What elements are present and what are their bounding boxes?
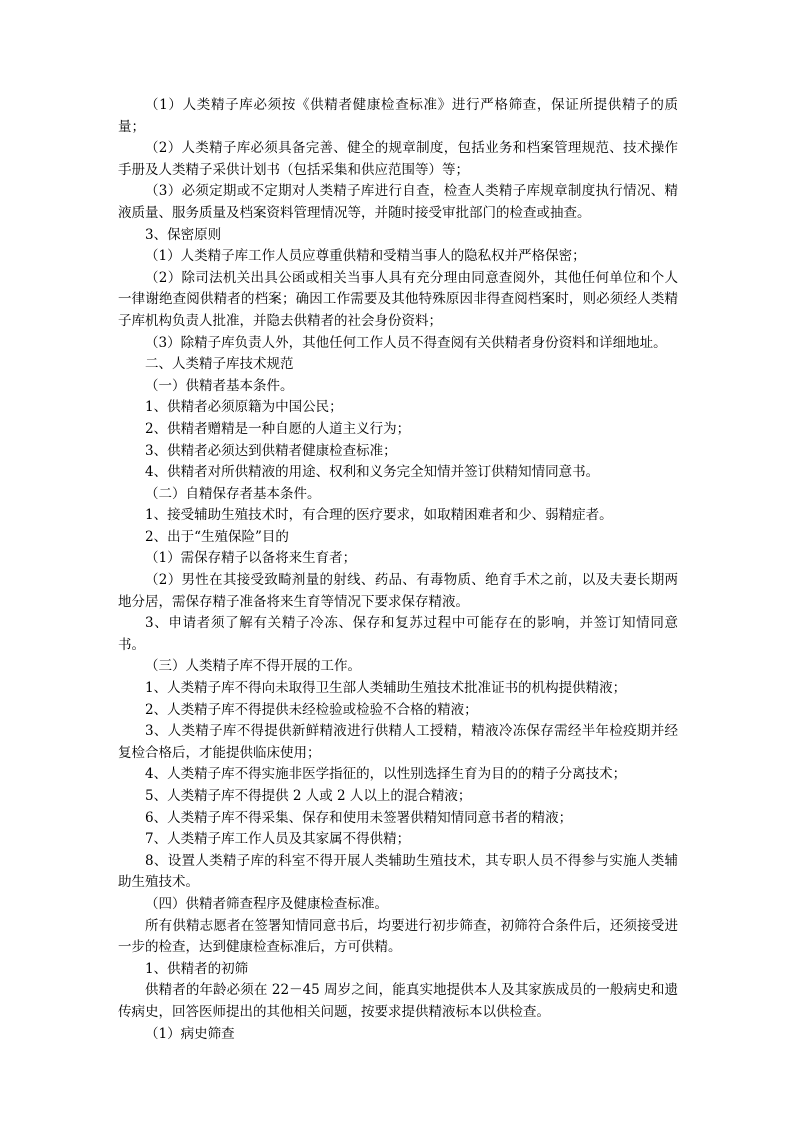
list-item: 1、人类精子库不得向未取得卫生部人类辅助生殖技术批准证书的机构提供精液； [145, 680, 627, 697]
paragraph: （3）除精子库负责人外，其他任何工作人员不得查阅有关供精者身份资料和详细地址。 [145, 334, 667, 351]
list-item: 3、申请者须了解有关精子冷冻、保存和复苏过程中可能存在的影响，并签订知情同意书。 [118, 615, 678, 653]
paragraph: 供精者的年龄必须在 22－45 周岁之间，能真实地提供本人及其家族成员的一般病史和遗传病史，回答医师提出的其他相关问题，按要求提供精液标本以供检查。 [118, 982, 678, 1020]
section-heading: 二、人类精子库技术规范 [145, 356, 294, 373]
paragraph: （1）人类精子库工作人员应尊重供精和受精当事人的隐私权并严格保密； [145, 248, 586, 265]
paragraph: （2）除司法机关出具公函或相关当事人具有充分理由同意查阅外，其他任何单位和个人一律谢绝查阅供精者的档案；确因工作需要及其他特殊原因非得查阅档案时，则必须经人类精子库机构负责人批准，并隐去供精者的社会身份资料； [118, 269, 678, 329]
paragraph: 所有供精志愿者在签署知情同意书后，均要进行初步筛查，初筛符合条件后，还须接受进一步的检查，达到健康检查标准后，方可供精。 [118, 917, 678, 956]
list-item: 2、供精者赠精是一种自愿的人道主义行为； [145, 420, 411, 437]
list-item: 2、出于“生殖保险”目的 [145, 528, 289, 545]
list-item: 5、人类精子库不得提供 2 人或 2 人以上的混合精液； [145, 788, 472, 804]
subsection-heading: （一）供精者基本条件。 [145, 377, 294, 394]
list-item: （2）男性在其接受致畸剂量的射线、药品、有毒物质、绝育手术之前，以及夫妻长期两地分居，需保存精子准备将来生育等情况下要求保存精液。 [118, 572, 678, 610]
paragraph: （1）人类精子库必须按《供精者健康检查标准》进行严格筛查，保证所提供精子的质量； [118, 97, 678, 135]
subsection-heading: （三）人类精子库不得开展的工作。 [145, 658, 361, 675]
section-heading: 1、供精者的初筛 [145, 960, 249, 977]
paragraph: （2）人类精子库必须具备完善、健全的规章制度，包括业务和档案管理规范、技术操作手册及人类精子采供计划书（包括采集和供应范围等）等； [118, 140, 678, 178]
list-item: （1）需保存精子以备将来生育者； [145, 550, 357, 567]
document-body [118, 95, 678, 1045]
list-item: 8、设置人类精子库的科室不得开展人类辅助生殖技术，其专职人员不得参与实施人类辅助生殖技术。 [118, 852, 678, 891]
list-item: 2、人类精子库不得提供未经检验或检验不合格的精液； [145, 701, 478, 718]
list-item: 3、供精者必须达到供精者健康检查标准； [145, 442, 397, 459]
list-item: 1、供精者必须原籍为中国公民； [145, 399, 343, 416]
section-heading: 3、保密原则 [145, 226, 222, 243]
list-item: 1、接受辅助生殖技术时，有合理的医疗要求，如取精困难者和少、弱精症者。 [145, 507, 613, 524]
list-item: 3、人类精子库不得提供新鲜精液进行供精人工授精，精液冷冻保存需经半年检疫期并经复检合格后，才能提供临床使用； [118, 723, 678, 761]
list-item: 4、供精者对所供精液的用途、权利和义务完全知情并签订供精知情同意书。 [145, 464, 600, 481]
list-item: 4、人类精子库不得实施非医学指征的，以性别选择生育为目的的精子分离技术； [145, 766, 627, 783]
paragraph: （3）必须定期或不定期对人类精子库进行自查，检查人类精子库规章制度执行情况、精液质量、服务质量及档案资料管理情况等，并随时接受审批部门的检查或抽查。 [118, 183, 678, 221]
list-item: 7、人类精子库工作人员及其家属不得供精； [145, 831, 411, 848]
list-item: 6、人类精子库不得采集、保存和使用未签署供精知情同意书者的精液； [145, 809, 573, 826]
subsection-heading: （四）供精者筛查程序及健康检查标准。 [145, 895, 388, 912]
list-item: （1）病史筛查 [145, 1025, 235, 1042]
subsection-heading: （二）自精保存者基本条件。 [145, 485, 321, 502]
